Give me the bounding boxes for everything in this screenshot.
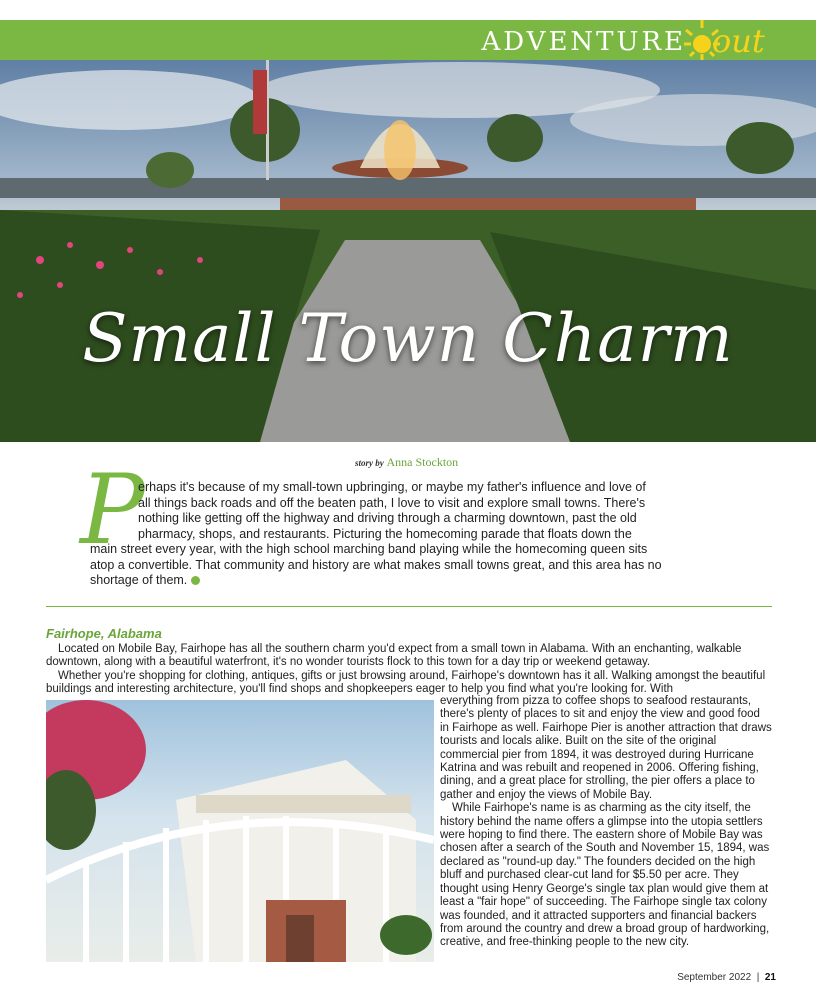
- drop-cap: P: [80, 454, 145, 566]
- byline: [355, 455, 458, 470]
- article-title: Small Town Charm: [82, 300, 734, 377]
- article-paragraph: While Fairhope's name is as charming as the city itself, the history behind the name offers a glimpse into the utopia settlers were hoping to find there. The eastern shore of Mobile Bay was chosen after a search of the South and November 15, 1894, was declared as "round-up day." The founders decided on the high bluff and purchased clear-cut land for $5.50 per acre. They thought using Henry George's single tax plan would give them at least a "fair hope" of succeeding. The Fairhope single tax colony was founded, and it attracted supporters and financial backers from around the country and drew a broad group of hardworking, creative, and free-thinking people to the new city.: [440, 802, 770, 949]
- footer-separator: |: [756, 972, 760, 983]
- section-title-script: out: [712, 22, 765, 60]
- byline-label: story by: [355, 458, 384, 468]
- intro-line: atop a convertible. That community and history are what makes small towns great, and this area has no: [90, 557, 662, 572]
- page-number: 21: [764, 972, 776, 983]
- intro-line: pharmacy, shops, and restaurants. Picturing the homecoming parade that floats down the: [138, 526, 632, 541]
- article-paragraph: Whether you're shopping for clothing, antiques, gifts or just browsing around, Fairhope's downtown has it all. Walking amongst the beautiful buildings and interesting architecture, you'll find shops and shopkeepers eager to help you find what you're looking for. With: [46, 669, 766, 696]
- divider-rule: [46, 606, 772, 607]
- hero-scene: [0, 60, 816, 442]
- end-mark-icon: [191, 576, 200, 585]
- byline-author: Anna Stockton: [386, 455, 459, 469]
- page-footer: [677, 972, 776, 983]
- section-title: ADVENTURE: [481, 27, 686, 57]
- hero-photo-fountain: [0, 60, 816, 442]
- article-paragraph: Located on Mobile Bay, Fairhope has all the southern charm you'd expect from a small town in Alabama. With an enchanting, walkable downtown, along with a beautiful waterfront, it's no wonder tourists flock to this town for a day trip or weekend getaway.: [46, 643, 742, 669]
- intro-paragraph: [90, 480, 730, 589]
- intro-line: shortage of them.: [90, 573, 188, 587]
- intro-line: nothing like getting off the highway and driving through a charming downtown, past the old: [138, 511, 637, 525]
- intro-line: all things back roads and off the beaten path, I love to visit and explore small towns. There's: [138, 495, 646, 510]
- section-heading: Fairhope, Alabama: [46, 626, 162, 641]
- photo-historic-building: [46, 700, 434, 962]
- article-body-fullwidth: [46, 643, 772, 697]
- building-scene: [46, 700, 434, 962]
- intro-line: main street every year, with the high school marching band playing while the homecoming queen sits: [90, 542, 648, 556]
- issue-date: September 2022: [677, 972, 752, 983]
- article-body-column: [440, 695, 772, 950]
- article-paragraph: everything from pizza to coffee shops to seafood restaurants, there's plenty of places to sit and enjoy the view and good food in Fairhope as well. Fairhope Pier is another attraction that draws tourists and locals alike. Built on the site of the original commercial pier from 1894, it was destroyed during Hurricane Katrina and was rebuilt and reopened in 2006. Offering fishing, dining, and a great place for strolling, the pier offers a place to gather and enjoy the views of Mobile Bay.: [440, 695, 772, 801]
- intro-line: erhaps it's because of my small-town upbringing, or maybe my father's influence and love of: [138, 480, 646, 494]
